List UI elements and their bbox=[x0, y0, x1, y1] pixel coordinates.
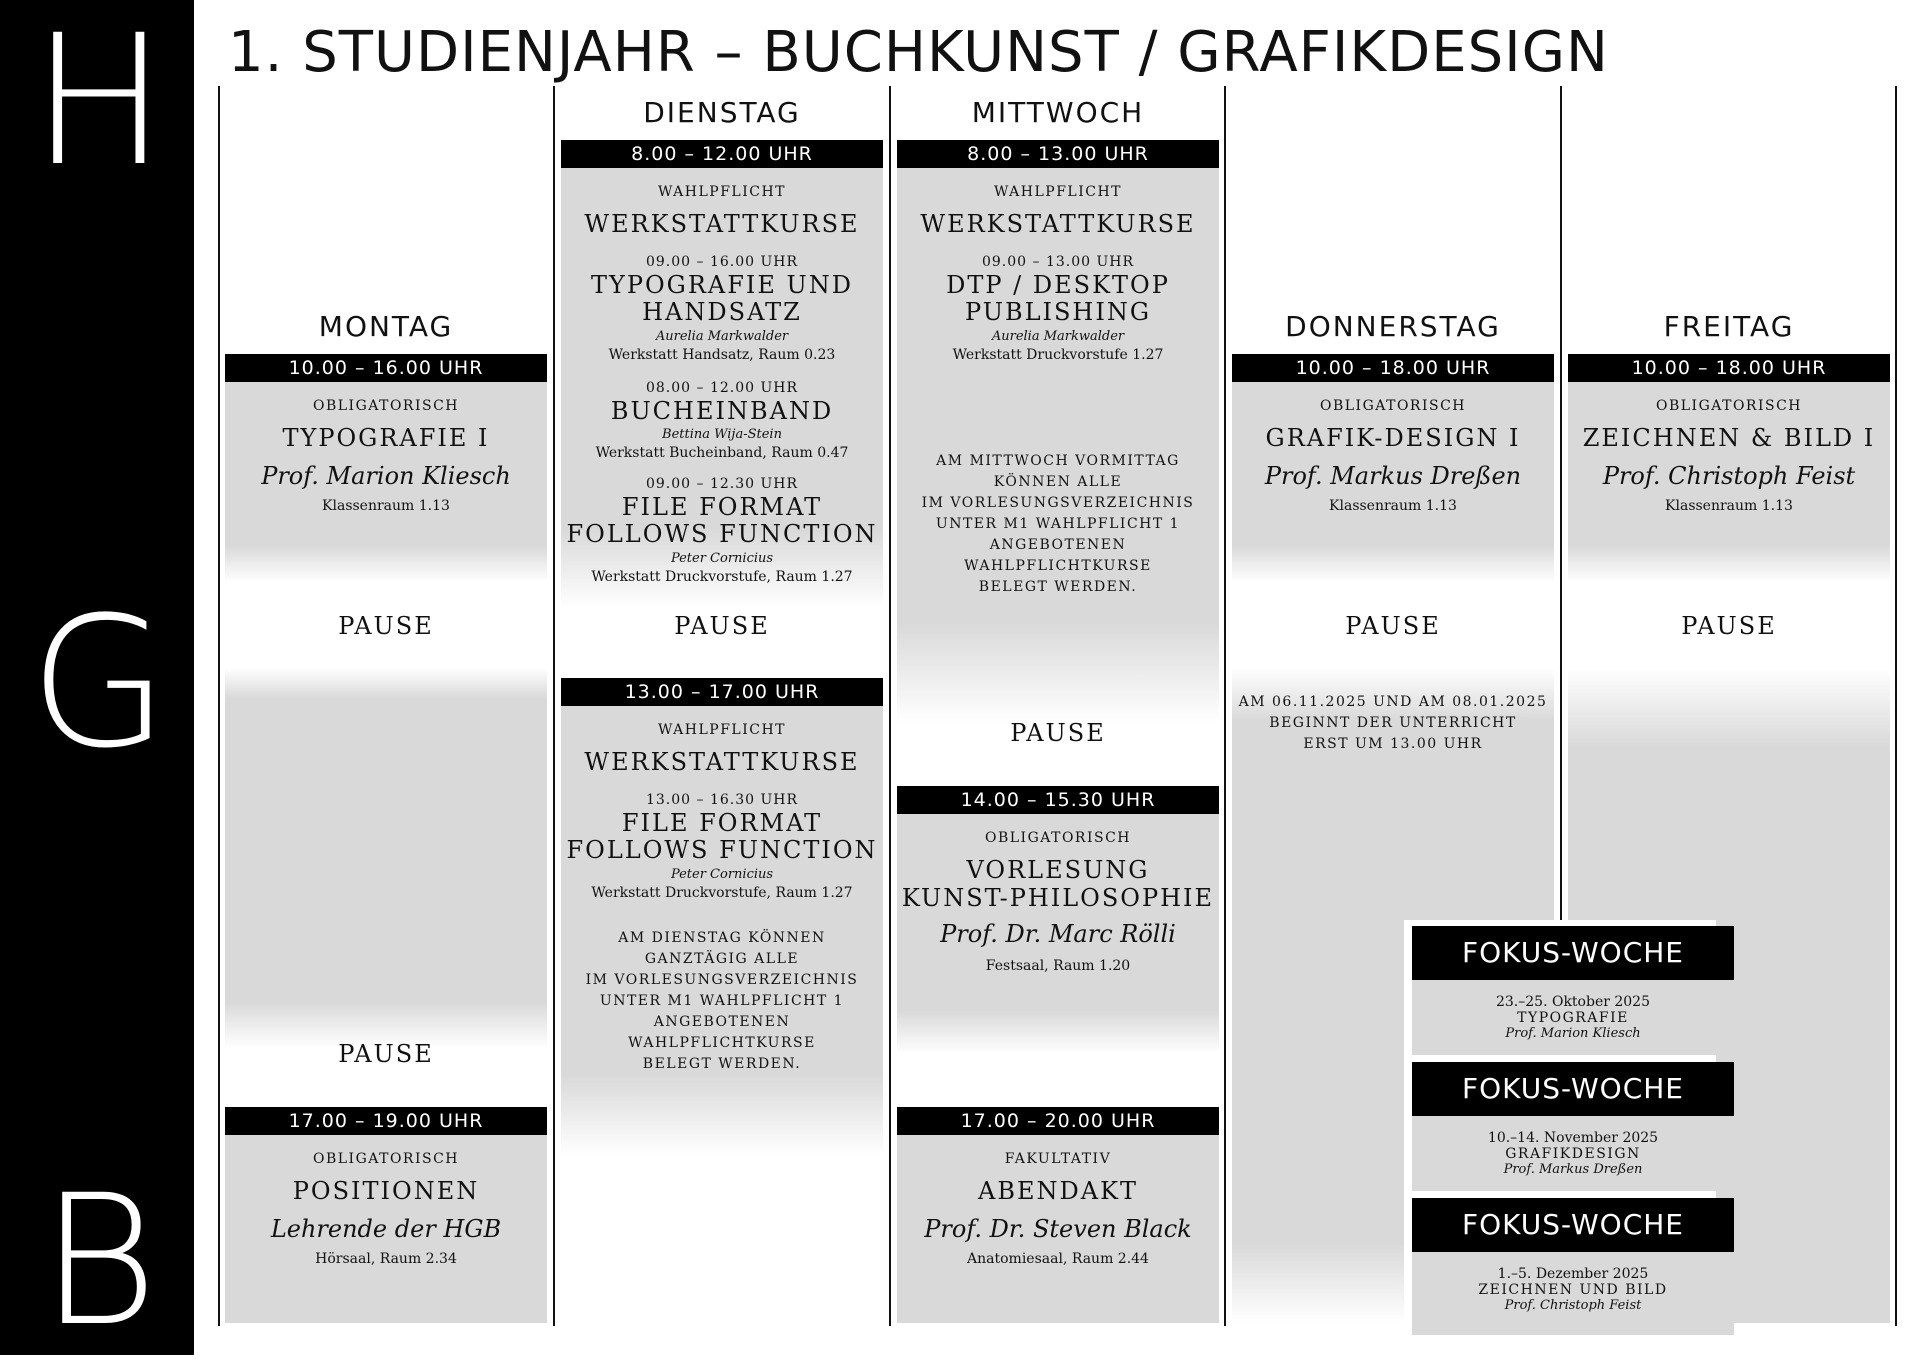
course-title: WERKSTATTKURSE bbox=[584, 210, 860, 238]
course-time: 09.00 – 13.00 UHR bbox=[981, 254, 1135, 270]
time-bar: 17.00 – 19.00 UHR bbox=[225, 1107, 547, 1135]
time-bar: 10.00 – 18.00 UHR bbox=[1568, 354, 1890, 382]
course-type: OBLIGATORISCH bbox=[312, 1151, 460, 1167]
day-heading-freitag: FREITAG bbox=[1663, 310, 1795, 343]
course-time: 13.00 – 16.30 UHR bbox=[645, 792, 799, 808]
course-block bbox=[897, 814, 1219, 1054]
course-room: Werkstatt Druckvorstufe, Raum 1.27 bbox=[591, 569, 853, 585]
course-block bbox=[897, 168, 1219, 723]
time-bar: 10.00 – 16.00 UHR bbox=[225, 354, 547, 382]
fokus-woche-item bbox=[1412, 980, 1734, 1055]
course-room: Werkstatt Druckvorstufe 1.27 bbox=[952, 347, 1164, 363]
course-type: FAKULTATIV bbox=[1004, 1151, 1112, 1167]
pause-block bbox=[225, 668, 547, 1048]
fokus-date: 23.–25. Oktober 2025 bbox=[1495, 994, 1650, 1010]
pause-label: PAUSE bbox=[338, 612, 434, 640]
course-teacher: Prof. Dr. Marc Rölli bbox=[940, 920, 1176, 948]
course-title: PUBLISHING bbox=[964, 298, 1152, 326]
course-title: HANDSATZ bbox=[642, 298, 802, 326]
pause-label: PAUSE bbox=[338, 1040, 434, 1068]
course-title: KUNST-PHILOSOPHIE bbox=[901, 884, 1215, 912]
course-teacher: Prof. Dr. Steven Black bbox=[924, 1215, 1192, 1243]
course-teacher: Prof. Christoph Feist bbox=[1602, 462, 1856, 490]
time-bar: 17.00 – 20.00 UHR bbox=[897, 1107, 1219, 1135]
fokus-woche-panel bbox=[1404, 920, 1716, 1335]
course-type: WAHLPFLICHT bbox=[993, 184, 1123, 200]
column-divider bbox=[889, 86, 891, 1326]
day-heading-donnerstag: DONNERSTAG bbox=[1285, 310, 1501, 343]
course-title: WERKSTATTKURSE bbox=[584, 748, 860, 776]
course-type: WAHLPFLICHT bbox=[657, 722, 787, 738]
course-title: ZEICHNEN & BILD I bbox=[1582, 424, 1876, 452]
course-room: Werkstatt Handsatz, Raum 0.23 bbox=[608, 347, 836, 363]
course-title: TYPOGRAFIE UND bbox=[591, 271, 853, 299]
course-time: 09.00 – 12.30 UHR bbox=[645, 476, 799, 492]
course-room: Hörsaal, Raum 2.34 bbox=[315, 1251, 457, 1267]
course-note: AM MITTWOCH VORMITTAG KÖNNEN ALLE IM VORLESUNGSVERZEICHNIS UNTER M1 WAHLPFLICHT 1 ANGEBOTENEN WAHLPFLICHTKURSE BELEGT WERDEN. bbox=[921, 453, 1195, 595]
column-divider bbox=[1895, 86, 1897, 1326]
day-heading-mittwoch: MITTWOCH bbox=[971, 96, 1145, 129]
course-type: OBLIGATORISCH bbox=[1655, 398, 1803, 414]
course-room: Klassenraum 1.13 bbox=[1329, 498, 1457, 514]
course-time: 08.00 – 12.00 UHR bbox=[645, 380, 799, 396]
fokus-teacher: Prof. Marion Kliesch bbox=[1505, 1026, 1641, 1041]
logo-letter-h: H bbox=[31, 0, 163, 206]
day-heading-montag: MONTAG bbox=[318, 310, 454, 343]
course-block bbox=[561, 706, 883, 1156]
column-divider bbox=[1224, 86, 1226, 1326]
course-type: WAHLPFLICHT bbox=[657, 184, 787, 200]
fokus-woche-heading: FOKUS-WOCHE bbox=[1412, 1062, 1734, 1116]
course-room: Anatomiesaal, Raum 2.44 bbox=[967, 1251, 1149, 1267]
course-title: POSITIONEN bbox=[292, 1177, 480, 1205]
course-block bbox=[225, 382, 547, 582]
course-room: Klassenraum 1.13 bbox=[1665, 498, 1793, 514]
day-heading-dienstag: DIENSTAG bbox=[643, 96, 801, 129]
course-teacher: Lehrende der HGB bbox=[270, 1215, 502, 1243]
time-bar: 13.00 – 17.00 UHR bbox=[561, 678, 883, 706]
course-room: Werkstatt Druckvorstufe, Raum 1.27 bbox=[591, 885, 853, 901]
schedule-note: AM 06.11.2025 UND AM 08.01.2025 BEGINNT DER UNTERRICHT ERST UM 13.00 UHR bbox=[1238, 694, 1548, 752]
course-title: TYPOGRAFIE I bbox=[282, 424, 490, 452]
pause-label: PAUSE bbox=[1345, 612, 1441, 640]
column-divider bbox=[218, 86, 220, 1326]
fokus-date: 1.–5. Dezember 2025 bbox=[1497, 1266, 1649, 1282]
course-teacher: Aurelia Markwalder bbox=[655, 329, 789, 344]
course-title: FOLLOWS FUNCTION bbox=[566, 520, 878, 548]
fokus-woche-item bbox=[1412, 1116, 1734, 1191]
course-title: GRAFIK-DESIGN I bbox=[1265, 424, 1521, 452]
course-type: OBLIGATORISCH bbox=[312, 398, 460, 414]
course-teacher: Peter Cornicius bbox=[670, 551, 774, 566]
fokus-date: 10.–14. November 2025 bbox=[1487, 1130, 1659, 1146]
course-room: Festsaal, Raum 1.20 bbox=[985, 958, 1131, 974]
fokus-teacher: Prof. Christoph Feist bbox=[1504, 1298, 1642, 1313]
course-title: ABENDAKT bbox=[978, 1177, 1138, 1205]
course-time: 09.00 – 16.00 UHR bbox=[645, 254, 799, 270]
course-title: FILE FORMAT bbox=[621, 493, 823, 521]
fokus-teacher: Prof. Markus Dreßen bbox=[1503, 1162, 1643, 1177]
course-block bbox=[897, 1135, 1219, 1323]
fokus-woche-item bbox=[1412, 1252, 1734, 1335]
pause-label: PAUSE bbox=[1681, 612, 1777, 640]
time-bar: 8.00 – 13.00 UHR bbox=[897, 140, 1219, 168]
course-block bbox=[1232, 382, 1554, 582]
course-type: OBLIGATORISCH bbox=[1319, 398, 1467, 414]
course-title: VORLESUNG bbox=[966, 856, 1150, 884]
course-type: OBLIGATORISCH bbox=[984, 830, 1132, 846]
fokus-topic: ZEICHNEN UND BILD bbox=[1478, 1282, 1668, 1298]
fokus-topic: TYPOGRAFIE bbox=[1517, 1010, 1629, 1026]
course-title: FILE FORMAT bbox=[621, 809, 823, 837]
page-title: 1. STUDIENJAHR – BUCHKUNST / GRAFIKDESIGN bbox=[228, 20, 1609, 85]
course-block bbox=[1568, 382, 1890, 582]
time-bar: 8.00 – 12.00 UHR bbox=[561, 140, 883, 168]
logo-letter-g: G bbox=[29, 579, 165, 788]
course-room: Klassenraum 1.13 bbox=[322, 498, 450, 514]
course-teacher: Bettina Wija-Stein bbox=[662, 427, 782, 442]
course-teacher: Prof. Marion Kliesch bbox=[261, 462, 511, 490]
fokus-woche-heading: FOKUS-WOCHE bbox=[1412, 1198, 1734, 1252]
pause-label: PAUSE bbox=[1010, 719, 1106, 747]
course-title: BUCHEINBAND bbox=[610, 397, 834, 425]
hgb-sidebar bbox=[0, 0, 194, 1366]
course-title: DTP / DESKTOP bbox=[946, 271, 1170, 299]
course-title: FOLLOWS FUNCTION bbox=[566, 836, 878, 864]
course-teacher: Aurelia Markwalder bbox=[991, 329, 1125, 344]
course-block bbox=[225, 1135, 547, 1323]
time-bar: 10.00 – 18.00 UHR bbox=[1232, 354, 1554, 382]
logo-letter-b: B bbox=[40, 1157, 154, 1366]
time-bar: 14.00 – 15.30 UHR bbox=[897, 786, 1219, 814]
column-divider bbox=[553, 86, 555, 1326]
course-title: WERKSTATTKURSE bbox=[920, 210, 1196, 238]
course-room: Werkstatt Bucheinband, Raum 0.47 bbox=[595, 445, 849, 461]
course-block bbox=[561, 168, 883, 608]
pause-label: PAUSE bbox=[674, 612, 770, 640]
fokus-topic: GRAFIKDESIGN bbox=[1505, 1146, 1641, 1162]
course-teacher: Prof. Markus Dreßen bbox=[1264, 462, 1522, 490]
course-note: AM DIENSTAG KÖNNEN GANZTÄGIG ALLE IM VORLESUNGSVERZEICHNIS UNTER M1 WAHLPFLICHT 1 ANGEBOTENEN WAHLPFLICHTKURSE BELEGT WERDEN. bbox=[585, 930, 859, 1072]
course-teacher: Peter Cornicius bbox=[670, 867, 774, 882]
fokus-woche-heading: FOKUS-WOCHE bbox=[1412, 926, 1734, 980]
